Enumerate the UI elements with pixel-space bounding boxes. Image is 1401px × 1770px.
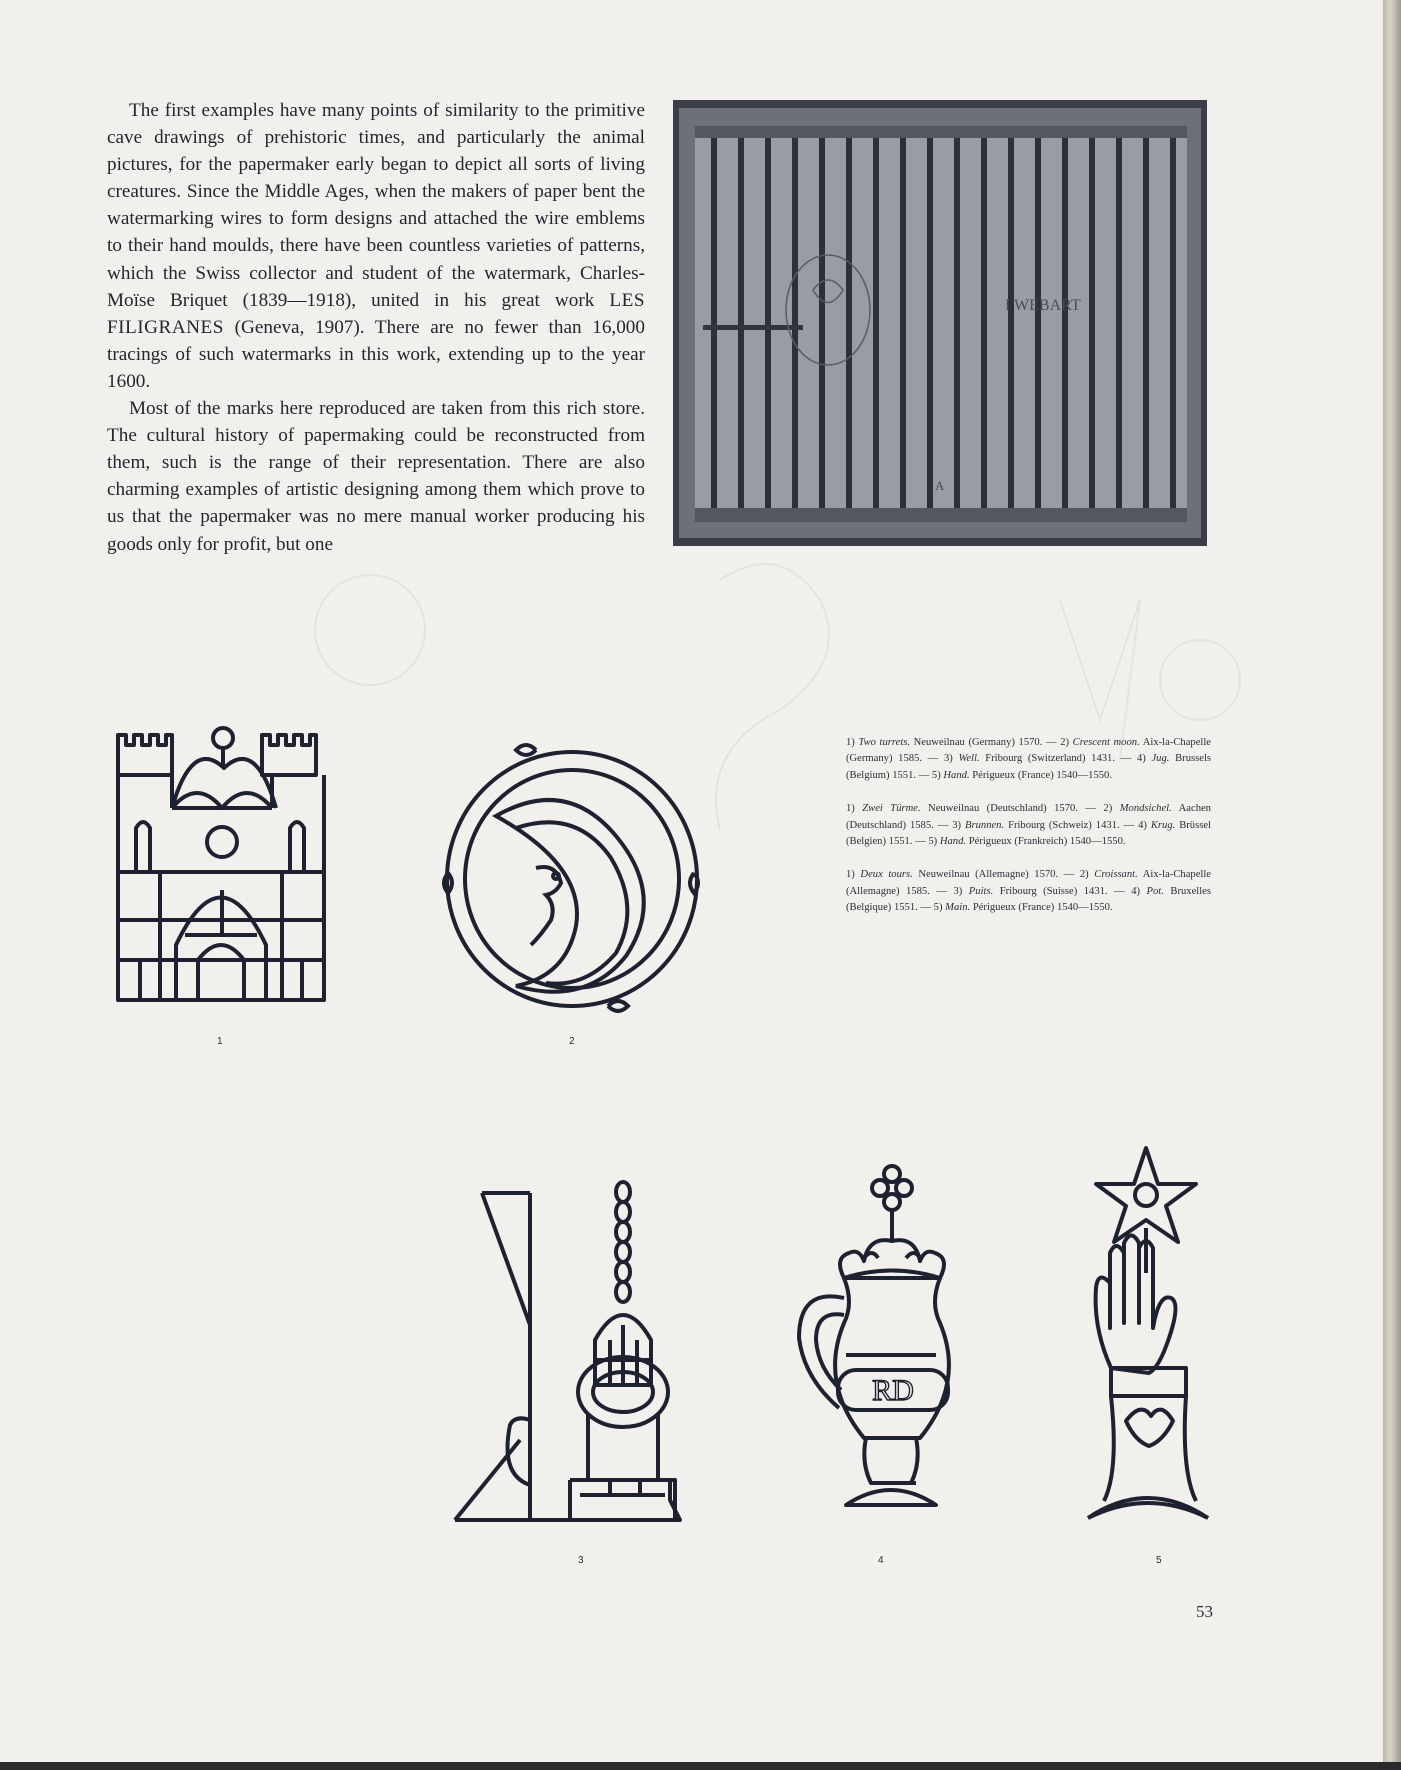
figure-number-4: 4 xyxy=(878,1555,884,1566)
two-turrets-watermark xyxy=(110,720,330,1020)
mould-bar xyxy=(1170,130,1176,518)
mould-bar xyxy=(765,130,771,518)
mould-bar xyxy=(711,130,717,518)
mould-bar xyxy=(981,130,987,518)
body-text xyxy=(107,97,645,558)
figure-number-5: 5 xyxy=(1156,1555,1162,1566)
caption-english: 1) Two turrets. Neuweilnau (Germany) 1570. — 2) Crescent moon. Aix-la-Chapelle (Germany) 1585. — 3) Well. Fribourg (Switzerland) 1431. — 4) Jug. Brussels (Belgium) 1551. — 5) Hand. Périgueux (France) 1540—1550. xyxy=(846,737,1212,781)
well-watermark xyxy=(450,1175,685,1530)
mould-bar xyxy=(792,130,798,518)
caption-german: 1) Zwei Türme. Neuweilnau (Deutschland) 1570. — 2) Mondsichel. Aachen (Deutschland) 1585. — 3) Brunnen. Fribourg (Schweiz) 1431. — 4) Krug. Brüssel (Belgien) 1551. — 5) Hand. Périgueux (Frankreich) 1540—1550. xyxy=(846,803,1211,848)
mould-bar xyxy=(1143,130,1149,518)
mould-bar xyxy=(1008,130,1014,518)
page-number: 53 xyxy=(1196,1602,1213,1621)
jug-watermark xyxy=(786,1160,951,1530)
mould-bar xyxy=(819,130,825,518)
mould-bar xyxy=(738,130,744,518)
figure-captions xyxy=(846,735,1211,934)
figure-number-1: 1 xyxy=(217,1036,223,1047)
paragraph-1: The first examples have many points of similarity to the primitive cave drawings of prehistoric times, and particularly the animal pictures, for the papermaker early began to depict all sorts of living creatures. Since the Middle Ages, when the makers of paper bent the watermarking wires to form designs and attached the wire emblems to their hand moulds, there have been countless varieties of patterns, which the Swiss collector and student of the watermark, Charles-Moïse Briquet (1839—1918), united in his great work LES FILIGRANES (Geneva, 1907). There are no fewer than 16,000 tracings of such watermarks in this work, extending up to the year 1600. xyxy=(107,100,645,392)
mould-bar xyxy=(927,130,933,518)
page-edge xyxy=(1383,0,1401,1770)
crescent-moon-watermark xyxy=(436,738,708,1020)
mould-bar xyxy=(846,130,852,518)
jug-monogram: RD xyxy=(872,1374,914,1407)
mould-bar xyxy=(900,130,906,518)
mould-bar xyxy=(1035,130,1041,518)
mould-bar xyxy=(873,130,879,518)
figure-number-2: 2 xyxy=(569,1036,575,1047)
mould-bar xyxy=(1116,130,1122,518)
book-title: LES FILIGRANES xyxy=(107,289,645,338)
hand-star-watermark xyxy=(1086,1143,1221,1528)
mould-letter: A xyxy=(935,478,945,493)
caption-french: 1) Deux tours. Neuweilnau (Allemagne) 1570. — 2) Croissant. Aix-la-Chapelle (Allemagne) 1585. — 3) Puits. Fribourg (Suisse) 1431. — 4) Pot. Bruxelles (Belgique) 1551. — 5) Main. Périgueux (France) 1540—1550. xyxy=(846,869,1211,914)
page-bottom-edge xyxy=(0,1762,1401,1770)
figure-number-3: 3 xyxy=(578,1555,584,1566)
mould-bar xyxy=(954,130,960,518)
paragraph-2: Most of the marks here reproduced are taken from this rich store. The cultural history of papermaking could be reconstructed from them, such is the range of their representation. There are also charming examples of artistic designing among them which prove to us that the papermaker was no mere manual worker producing his goods only for profit, but one xyxy=(107,398,645,555)
hand-mould-photo xyxy=(673,100,1207,546)
mould-bar xyxy=(1062,130,1068,518)
mould-inscription: I WEBART xyxy=(1005,297,1081,314)
mould-bar xyxy=(1089,130,1095,518)
